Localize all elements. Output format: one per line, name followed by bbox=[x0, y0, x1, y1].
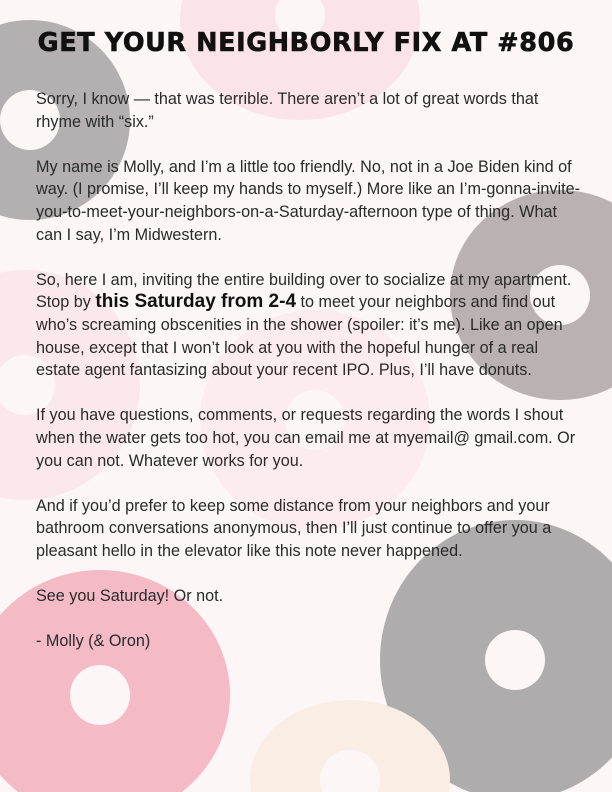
paragraph-contact: If you have questions, comments, or requests regarding the words I shout when the water gets too hot, you can email me at myemail@ gmail.com. Or you can not. Whatever works for you. bbox=[36, 406, 576, 470]
letter-body bbox=[36, 88, 586, 675]
event-time-highlight: this Saturday from 2-4 bbox=[95, 291, 297, 313]
page-title: GET YOUR NEIGHBORLY FIX AT #806 bbox=[37, 28, 575, 58]
paragraph-introduction: My name is Molly, and I’m a little too friendly. No, not in a Joe Biden kind of way. (I promise, I’ll keep my hands to myself.) More like an I’m-gonna-invite-you-to-meet-your-neighbors-on-a-Saturday-afternoon type of thing. What can I say, I’m Midwestern. bbox=[36, 157, 580, 244]
paragraph-apology: Sorry, I know — that was terrible. There aren’t a lot of great words that rhyme with “six.” bbox=[36, 90, 539, 131]
paragraph-closing: See you Saturday! Or not. bbox=[36, 587, 224, 606]
invitation-text-end: to meet your neighbors and find out who’s screaming obscenities in the shower (spoiler: it’s me). Like an open house, except that I won’t look at you with the hopeful hunger of a real estate agent fantasizing about your recent IPO. Plus, I’ll have donuts. bbox=[36, 293, 563, 380]
invitation-text-start: So, here I am, inviting the entire building over to socialize at my apartment. Stop by bbox=[36, 270, 572, 312]
paragraph-invitation bbox=[36, 269, 586, 382]
paragraph-opt-out: And if you’d prefer to keep some distance from your neighbors and your bathroom conversations anonymous, then I’ll just continue to offer you a pleasant hello in the elevator like this note never happened. bbox=[36, 496, 552, 560]
signature: - Molly (& Oron) bbox=[36, 632, 151, 651]
